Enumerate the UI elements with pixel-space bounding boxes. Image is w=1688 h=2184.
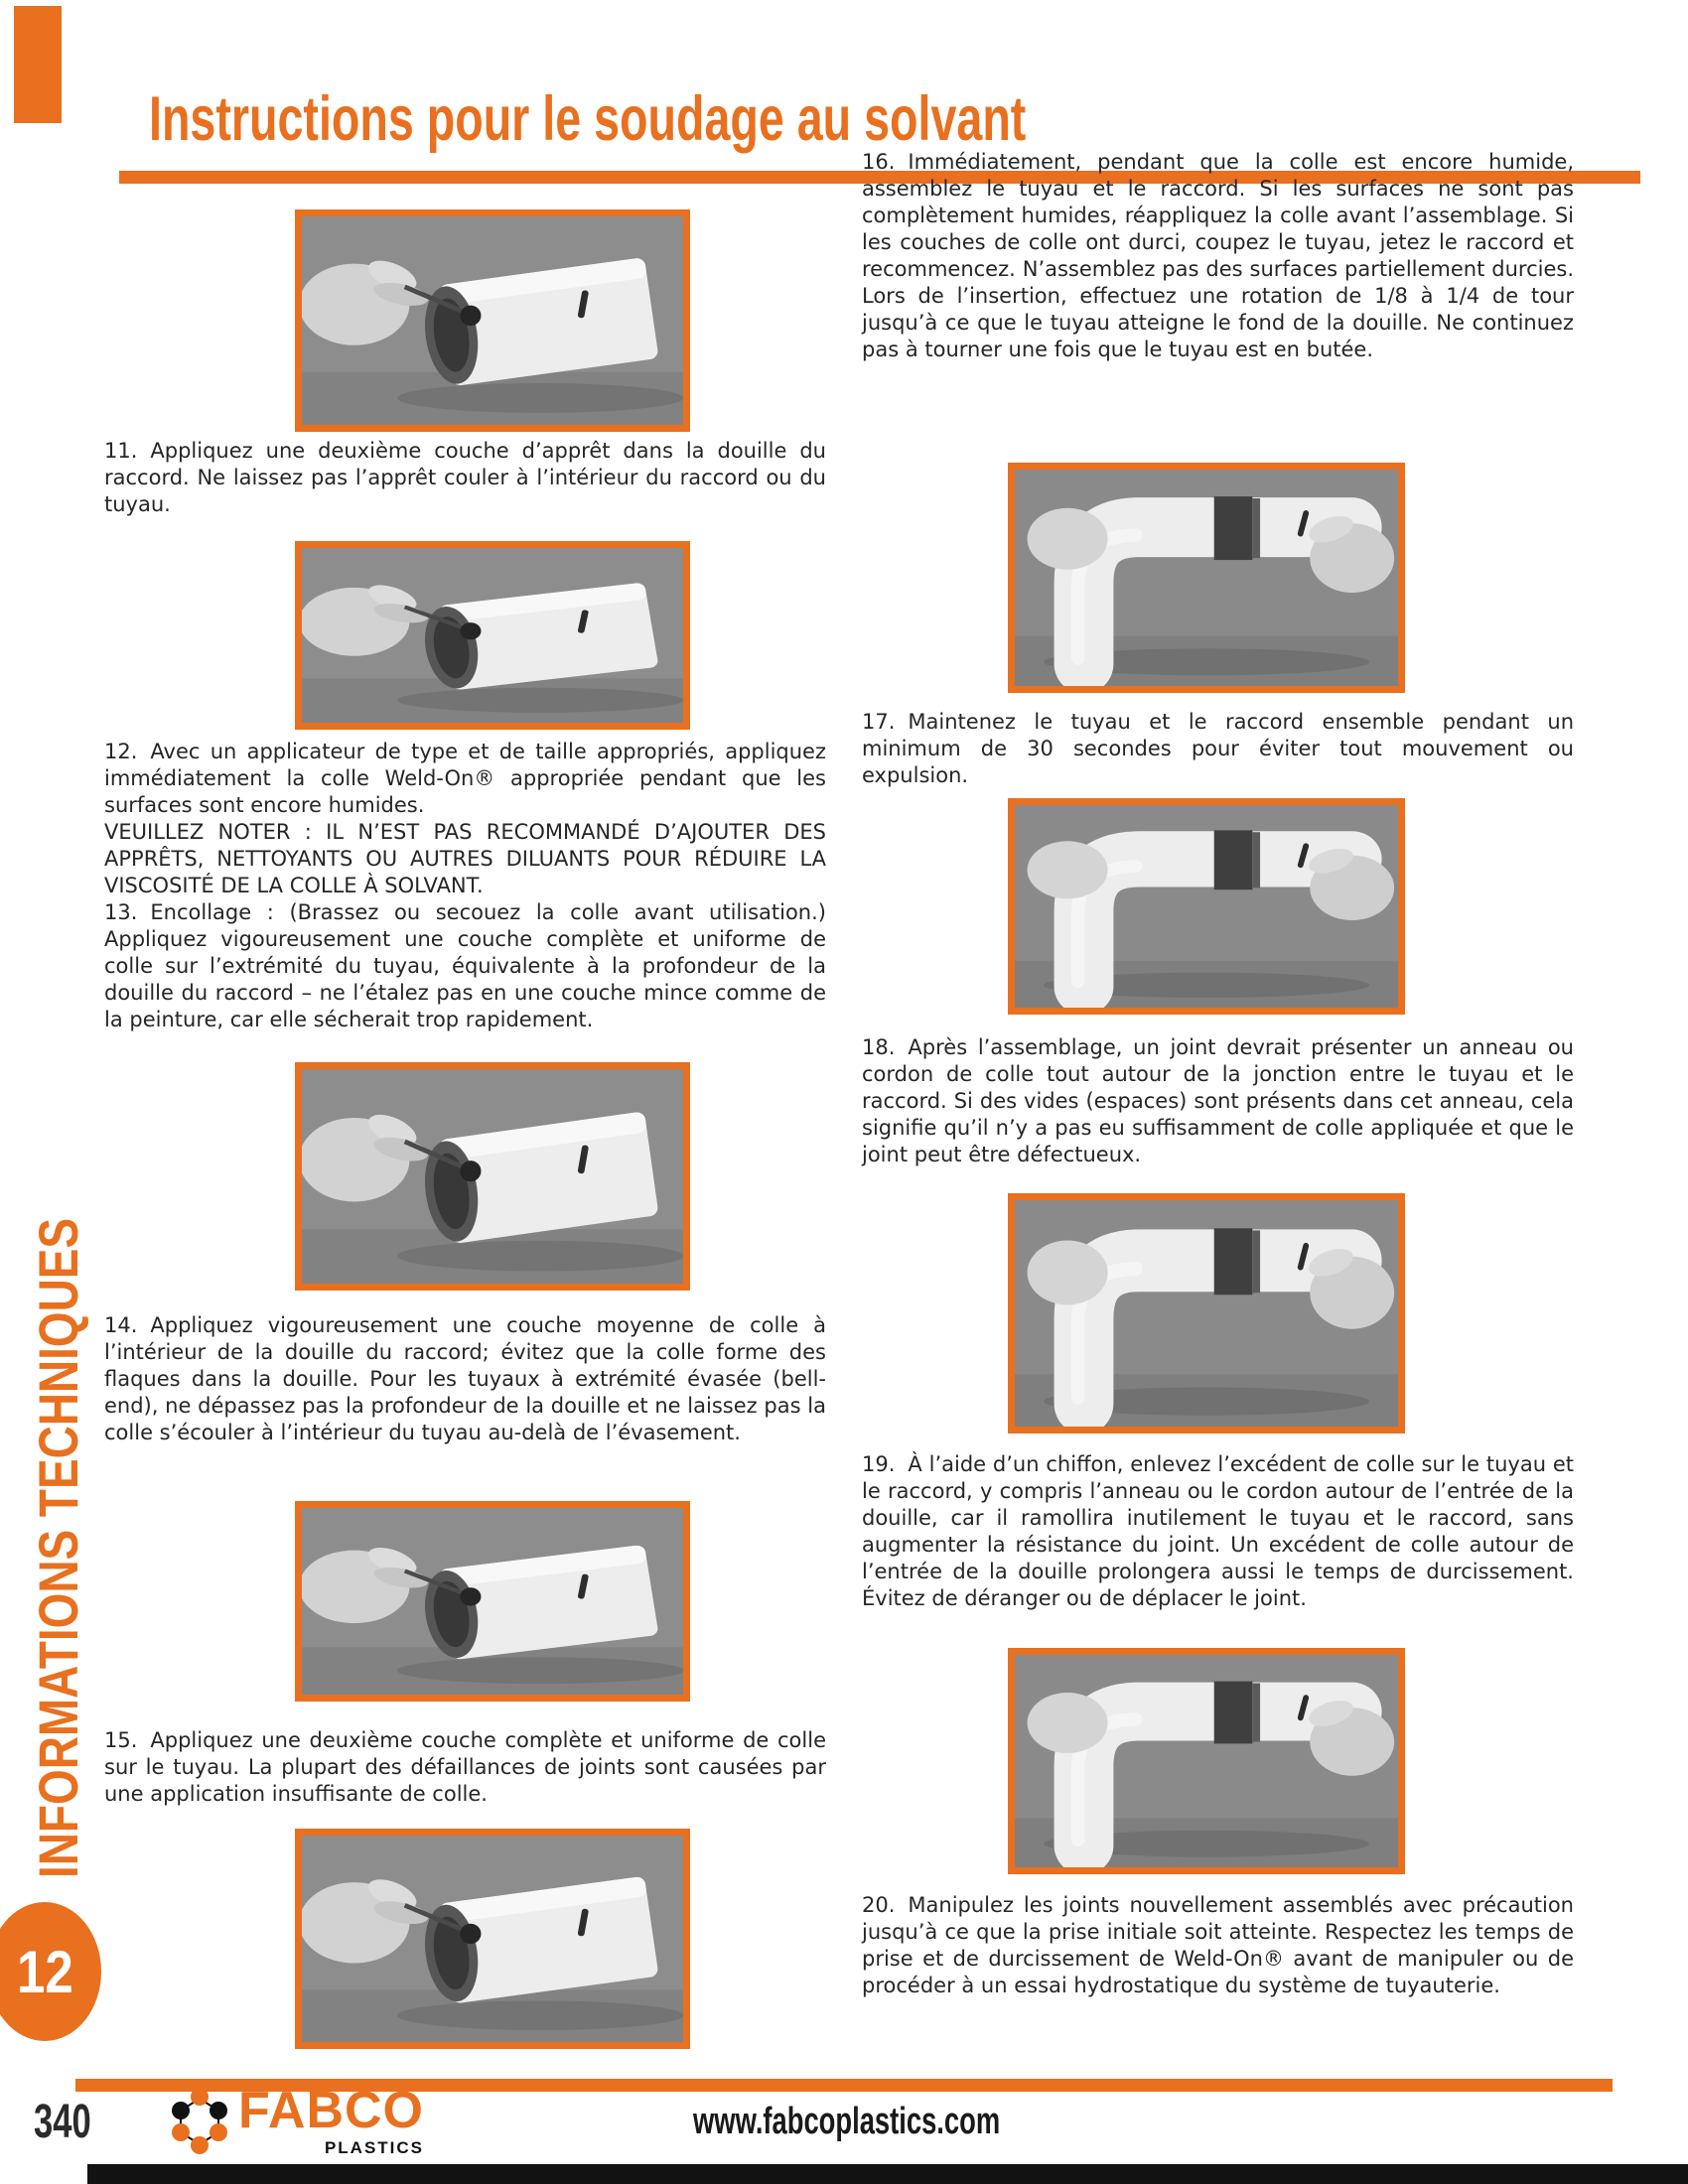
- step-number: 11.: [104, 439, 138, 463]
- step-body: Maintenez le tuyau et le raccord ensemble pendant un minimum de 30 secondes pour éviter tout mouvement ou expulsion.: [862, 710, 1574, 787]
- step-17-text: [862, 709, 1574, 789]
- step-body: Immédiatement, pendant que la colle est encore humide, assemblez le tuyau et le raccord. Si les surfaces ne sont pas complètement humides, réappliquez la colle avant l’assemblage. Si les couches de colle ont durci, coupez le tuyau, jetez le raccord et recommencez. N’assemblez pas des surfaces partiellement durcies. Lors de l’insertion, effectuez une rotation de 1/8 à 1/4 de tour jusqu’à ce que le tuyau atteigne le fond de la douille. Ne continuez pas à tourner une fois que le tuyau est en butée.: [862, 150, 1574, 361]
- step-17-photo: [1008, 798, 1405, 1015]
- step-15-text: [104, 1727, 826, 1808]
- step-body: Avec un applicateur de type et de taille appropriés, appliquez immédiatement la colle Weld-On® appropriée pendant que les surfaces sont encore humides.: [104, 740, 826, 817]
- step-19-text: [862, 1451, 1574, 1612]
- step-12-photo: [295, 541, 690, 730]
- steps-12-13-text: [104, 739, 826, 1033]
- step-15-second-photo: [295, 1829, 690, 2049]
- sidebar-section-label: INFORMATIONS TECHNIQUES: [27, 1218, 89, 1878]
- step-number: 20.: [862, 1893, 896, 1917]
- step-number: 16.: [862, 150, 896, 174]
- step-number: 17.: [862, 710, 896, 734]
- step-number: 14.: [104, 1313, 138, 1337]
- fabco-logo: [167, 2082, 424, 2160]
- step-15-photo: [295, 1501, 690, 1702]
- step-11-text: [104, 438, 826, 518]
- step-18-photo: [1008, 1193, 1405, 1433]
- note-text: VEUILLEZ NOTER : IL N’EST PAS RECOMMANDÉ D’AJOUTER DES APPRÊTS, NETTOYANTS OU AUTRES DILUANTS POUR RÉDUIRE LA VISCOSITÉ DE LA COLLE À SOLVANT.: [104, 820, 826, 897]
- step-body: Manipulez les joints nouvellement assemblés avec précaution jusqu’à ce que la prise initiale soit atteinte. Respectez les temps de prise et de durcissement de Weld-On® avant de manipuler ou de procéder à un essai hydrostatique du système de tuyauterie.: [862, 1893, 1574, 1997]
- step-16-photo: [1008, 463, 1405, 693]
- chapter-number-badge: 12: [0, 1902, 101, 2041]
- step-body: Après l’assemblage, un joint devrait présenter un anneau ou cordon de colle tout autour de la jonction entre le tuyau et le raccord. Si des vides (espaces) sont présents dans cet anneau, cela signifie qu’il n’y a pas eu suffisamment de colle appliquée et que le joint peut être défectueux.: [862, 1035, 1574, 1166]
- step-body: Appliquez une deuxième couche complète et uniforme de colle sur le tuyau. La plupart des défaillances de joints sont causées par une application insuffisante de colle.: [104, 1728, 826, 1806]
- corner-tab-decoration: [14, 6, 62, 123]
- step-number: 12.: [104, 740, 138, 763]
- page-number: 340: [34, 2096, 91, 2148]
- step-body: Appliquez une deuxième couche d’apprêt dans la douille du raccord. Ne laissez pas l’apprêt couler à l’intérieur du raccord ou du tuyau.: [104, 439, 826, 516]
- step-number: 19.: [862, 1452, 896, 1476]
- fabco-logo-subtitle: PLASTICS: [324, 2138, 424, 2157]
- step-14-text: [104, 1312, 826, 1446]
- step-number: 13.: [104, 900, 138, 924]
- step-16-text: [862, 149, 1574, 363]
- step-19-photo: [1008, 1648, 1405, 1874]
- fabco-logo-name: FABCO: [238, 2082, 424, 2139]
- step-body: À l’aide d’un chiffon, enlevez l’excédent de colle sur le tuyau et le raccord, y compris l’anneau ou le cordon autour de l’entrée de la douille, car il ramollira inutilement le tuyau et le raccord, sans augmenter la résistance du joint. Un excédent de colle autour de l’entrée de la douille prolongera aussi le temps de durcissement. Évitez de déranger ou de déplacer le joint.: [862, 1452, 1574, 1610]
- step-14-photo: [295, 1062, 690, 1291]
- page-title: Instructions pour le soudage au solvant: [149, 84, 1027, 154]
- step-11-photo: [295, 209, 690, 432]
- bottom-bar: [87, 2164, 1688, 2184]
- step-18-text: [862, 1034, 1574, 1168]
- fabco-logo-molecule-icon: [167, 2085, 232, 2160]
- step-number: 15.: [104, 1728, 138, 1752]
- step-number: 18.: [862, 1035, 896, 1059]
- step-body: Encollage : (Brassez ou secouez la colle avant utilisation.) Appliquez vigoureusement une couche complète et uniforme de colle sur l’extrémité du tuyau, équivalente à la profondeur de la douille du raccord – ne l’étalez pas en une couche mince comme de la peinture, car elle sécherait trop rapidement.: [104, 900, 826, 1031]
- step-20-text: [862, 1892, 1574, 1999]
- website-url: www.fabcoplastics.com: [693, 2101, 1001, 2142]
- step-body: Appliquez vigoureusement une couche moyenne de colle à l’intérieur de la douille du raccord; évitez que la colle forme des flaques dans la douille. Pour les tuyaux à extrémité évasée (bell-end), ne dépassez pas la profondeur de la douille et ne laissez pas la colle s’écouler à l’intérieur du tuyau au-delà de l’évasement.: [104, 1313, 826, 1444]
